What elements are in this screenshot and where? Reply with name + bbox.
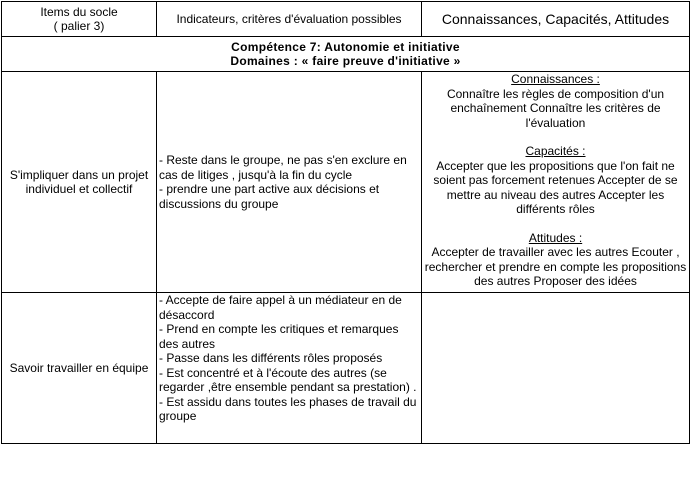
header-connaissances: Connaissances, Capacités, Attitudes: [422, 2, 690, 37]
socle-table: [1, 1, 690, 444]
capacites-title: Capacités :: [525, 144, 586, 158]
header-row: [2, 2, 690, 37]
indicateur-line: - Est concentré et à l'écoute des autres (se regarder ,être ensemble pendant sa prestation) .: [159, 365, 417, 394]
indicateur-line: - Est assidu dans toutes les phases de travail du groupe: [159, 394, 417, 423]
capacites-text: Accepter que les propositions que l'on fait ne soient pas forcement retenues Accepter de se mettre au niveau des autres Accepter les différents rôles: [433, 158, 678, 216]
item-text: S'impliquer dans un projet individuel et collectif: [9, 167, 149, 196]
attitudes-text: Accepter de travailler avec les autres Ecouter , rechercher et prendre en compte les propositions des autres Proposer des idées: [424, 245, 687, 288]
item-cell: [2, 293, 157, 444]
competence-title: Compétence 7: Autonomie et initiative: [231, 39, 460, 54]
attitudes-title: Attitudes :: [528, 230, 583, 245]
competence-domaine: Domaines : « faire preuve d'initiative »: [230, 54, 461, 68]
spacer: [424, 130, 687, 144]
table-row: [2, 72, 690, 293]
cca-cell-empty: [422, 293, 690, 444]
header-indicateurs: Indicateurs, critères d'évaluation possibles: [157, 2, 422, 37]
connaissances-title: Connaissances :: [511, 72, 600, 86]
header-items-socle: Items du socle ( palier 3): [2, 2, 157, 37]
competence-cell: [2, 37, 690, 72]
item-text: Savoir travailler en équipe: [9, 360, 149, 375]
indicateur-line: - prendre une part active aux décisions et discussions du groupe: [159, 182, 380, 211]
indicateur-line: - Accepte de faire appel à un médiateur en de désaccord: [159, 293, 402, 322]
indicateurs-cell: [157, 293, 422, 444]
item-cell: [2, 72, 157, 293]
competence-row: [2, 37, 690, 72]
indicateur-line: - Reste dans le groupe, ne pas s'en exclure en cas de litiges , jusqu'à la fin du cycle: [159, 153, 407, 182]
spacer: [424, 217, 687, 231]
table-row: [2, 293, 690, 444]
cca-cell: [422, 72, 690, 293]
indicateur-line: - Prend en compte les critiques et remarques des autres: [159, 322, 399, 351]
indicateurs-cell: [157, 72, 422, 293]
indicateur-line: - Passe dans les différents rôles proposés: [159, 351, 383, 365]
connaissances-text: Connaître les règles de composition d'un enchaînement Connaître les critères de l'évaluation: [446, 86, 665, 130]
